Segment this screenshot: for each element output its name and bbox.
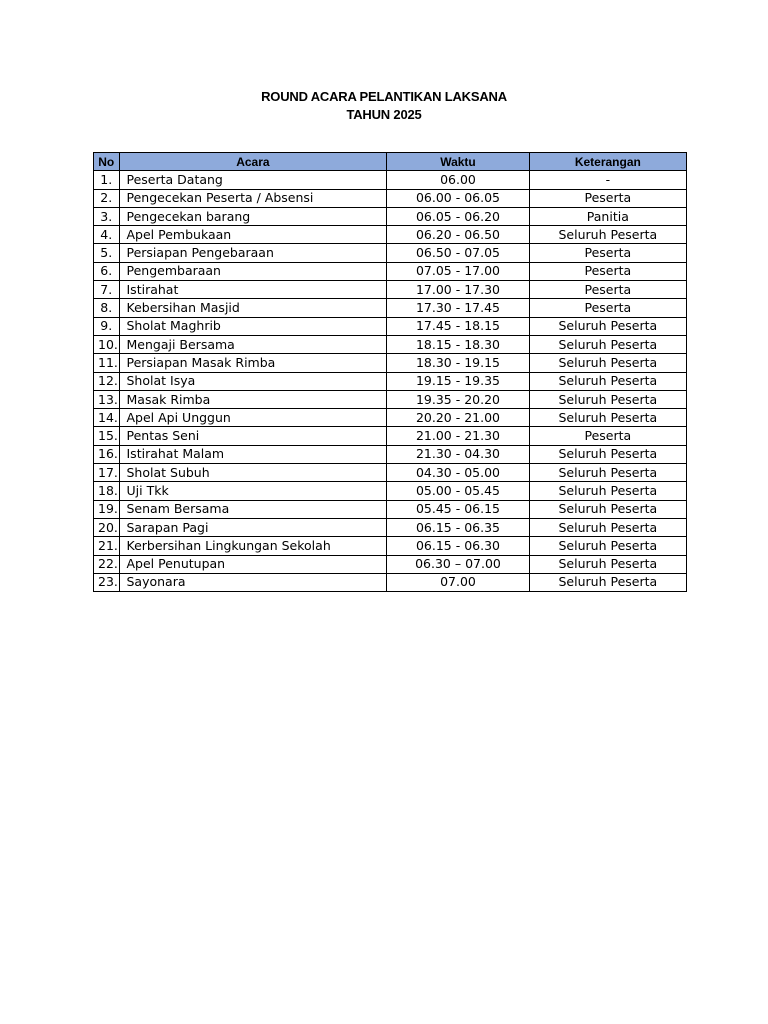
cell-keterangan: Seluruh Peserta: [529, 335, 686, 353]
cell-keterangan: Seluruh Peserta: [529, 390, 686, 408]
table-row: [94, 354, 687, 372]
table-row: [94, 427, 687, 445]
table-row: [94, 171, 687, 189]
cell-no: 12.: [94, 372, 120, 390]
cell-waktu: 06.00 - 06.05: [387, 189, 529, 207]
cell-keterangan: -: [529, 171, 686, 189]
cell-keterangan: Seluruh Peserta: [529, 464, 686, 482]
cell-waktu: 06.05 - 06.20: [387, 207, 529, 225]
cell-acara: Sarapan Pagi: [119, 518, 387, 536]
cell-keterangan: Seluruh Peserta: [529, 500, 686, 518]
cell-keterangan: Seluruh Peserta: [529, 573, 686, 591]
cell-keterangan: Seluruh Peserta: [529, 226, 686, 244]
cell-no: 21.: [94, 537, 120, 555]
table-row: [94, 537, 687, 555]
cell-no: 10.: [94, 335, 120, 353]
cell-acara: Sholat Subuh: [119, 464, 387, 482]
cell-waktu: 06.00: [387, 171, 529, 189]
cell-acara: Persiapan Pengebaraan: [119, 244, 387, 262]
cell-waktu: 21.30 - 04.30: [387, 445, 529, 463]
table-row: [94, 207, 687, 225]
cell-acara: Uji Tkk: [119, 482, 387, 500]
table-row: [94, 409, 687, 427]
cell-no: 18.: [94, 482, 120, 500]
cell-keterangan: Peserta: [529, 189, 686, 207]
cell-waktu: 06.50 - 07.05: [387, 244, 529, 262]
cell-waktu: 17.00 - 17.30: [387, 281, 529, 299]
header-row: [94, 153, 687, 171]
cell-waktu: 06.15 - 06.35: [387, 518, 529, 536]
cell-no: 4.: [94, 226, 120, 244]
header-keterangan: Keterangan: [529, 153, 686, 171]
cell-waktu: 17.30 - 17.45: [387, 299, 529, 317]
cell-acara: Apel Pembukaan: [119, 226, 387, 244]
cell-waktu: 05.00 - 05.45: [387, 482, 529, 500]
cell-acara: Apel Penutupan: [119, 555, 387, 573]
cell-waktu: 04.30 - 05.00: [387, 464, 529, 482]
cell-acara: Kebersihan Masjid: [119, 299, 387, 317]
cell-acara: Senam Bersama: [119, 500, 387, 518]
cell-waktu: 20.20 - 21.00: [387, 409, 529, 427]
cell-no: 2.: [94, 189, 120, 207]
cell-no: 20.: [94, 518, 120, 536]
cell-no: 11.: [94, 354, 120, 372]
cell-waktu: 18.30 - 19.15: [387, 354, 529, 372]
header-acara: Acara: [119, 153, 387, 171]
cell-no: 22.: [94, 555, 120, 573]
cell-no: 23.: [94, 573, 120, 591]
cell-acara: Pentas Seni: [119, 427, 387, 445]
title-line-1: ROUND ACARA PELANTIKAN LAKSANA: [261, 89, 507, 104]
table-row: [94, 281, 687, 299]
cell-acara: Apel Api Unggun: [119, 409, 387, 427]
table-row: [94, 464, 687, 482]
cell-keterangan: Seluruh Peserta: [529, 445, 686, 463]
table-body: [94, 171, 687, 592]
table-row: [94, 335, 687, 353]
cell-acara: Sayonara: [119, 573, 387, 591]
cell-keterangan: Seluruh Peserta: [529, 537, 686, 555]
cell-waktu: 18.15 - 18.30: [387, 335, 529, 353]
cell-acara: Istirahat: [119, 281, 387, 299]
table-row: [94, 244, 687, 262]
cell-waktu: 07.05 - 17.00: [387, 262, 529, 280]
cell-no: 17.: [94, 464, 120, 482]
cell-acara: Pengecekan barang: [119, 207, 387, 225]
header-no: No: [94, 153, 120, 171]
table-row: [94, 445, 687, 463]
table-row: [94, 226, 687, 244]
cell-keterangan: Peserta: [529, 299, 686, 317]
table-row: [94, 555, 687, 573]
cell-no: 9.: [94, 317, 120, 335]
cell-keterangan: Seluruh Peserta: [529, 555, 686, 573]
cell-acara: Sholat Maghrib: [119, 317, 387, 335]
cell-keterangan: Seluruh Peserta: [529, 354, 686, 372]
cell-acara: Sholat Isya: [119, 372, 387, 390]
cell-waktu: 06.30 – 07.00: [387, 555, 529, 573]
cell-acara: Pengembaraan: [119, 262, 387, 280]
table-header: [94, 153, 687, 171]
table-row: [94, 189, 687, 207]
cell-no: 6.: [94, 262, 120, 280]
cell-acara: Mengaji Bersama: [119, 335, 387, 353]
schedule-table: [93, 152, 687, 592]
cell-keterangan: Seluruh Peserta: [529, 518, 686, 536]
cell-no: 7.: [94, 281, 120, 299]
table-row: [94, 482, 687, 500]
cell-keterangan: Peserta: [529, 244, 686, 262]
cell-no: 5.: [94, 244, 120, 262]
table-row: [94, 299, 687, 317]
cell-no: 13.: [94, 390, 120, 408]
cell-keterangan: Peserta: [529, 262, 686, 280]
cell-waktu: 19.15 - 19.35: [387, 372, 529, 390]
cell-waktu: 06.15 - 06.30: [387, 537, 529, 555]
cell-acara: Pengecekan Peserta / Absensi: [119, 189, 387, 207]
header-waktu: Waktu: [387, 153, 529, 171]
cell-keterangan: Peserta: [529, 281, 686, 299]
cell-no: 8.: [94, 299, 120, 317]
table-row: [94, 573, 687, 591]
cell-waktu: 05.45 - 06.15: [387, 500, 529, 518]
table-row: [94, 372, 687, 390]
table-row: [94, 500, 687, 518]
table-row: [94, 317, 687, 335]
cell-no: 14.: [94, 409, 120, 427]
cell-waktu: 17.45 - 18.15: [387, 317, 529, 335]
document-title: [0, 88, 768, 124]
cell-keterangan: Peserta: [529, 427, 686, 445]
title-line-2: TAHUN 2025: [346, 107, 422, 122]
cell-no: 19.: [94, 500, 120, 518]
cell-waktu: 19.35 - 20.20: [387, 390, 529, 408]
cell-waktu: 06.20 - 06.50: [387, 226, 529, 244]
cell-acara: Persiapan Masak Rimba: [119, 354, 387, 372]
table-row: [94, 518, 687, 536]
cell-keterangan: Seluruh Peserta: [529, 409, 686, 427]
cell-acara: Peserta Datang: [119, 171, 387, 189]
cell-no: 16.: [94, 445, 120, 463]
cell-acara: Masak Rimba: [119, 390, 387, 408]
cell-waktu: 21.00 - 21.30: [387, 427, 529, 445]
cell-waktu: 07.00: [387, 573, 529, 591]
cell-no: 15.: [94, 427, 120, 445]
cell-keterangan: Seluruh Peserta: [529, 372, 686, 390]
cell-no: 3.: [94, 207, 120, 225]
cell-no: 1.: [94, 171, 120, 189]
cell-keterangan: Seluruh Peserta: [529, 317, 686, 335]
cell-keterangan: Panitia: [529, 207, 686, 225]
table-row: [94, 390, 687, 408]
table-row: [94, 262, 687, 280]
cell-acara: Kerbersihan Lingkungan Sekolah: [119, 537, 387, 555]
cell-keterangan: Seluruh Peserta: [529, 482, 686, 500]
cell-acara: Istirahat Malam: [119, 445, 387, 463]
